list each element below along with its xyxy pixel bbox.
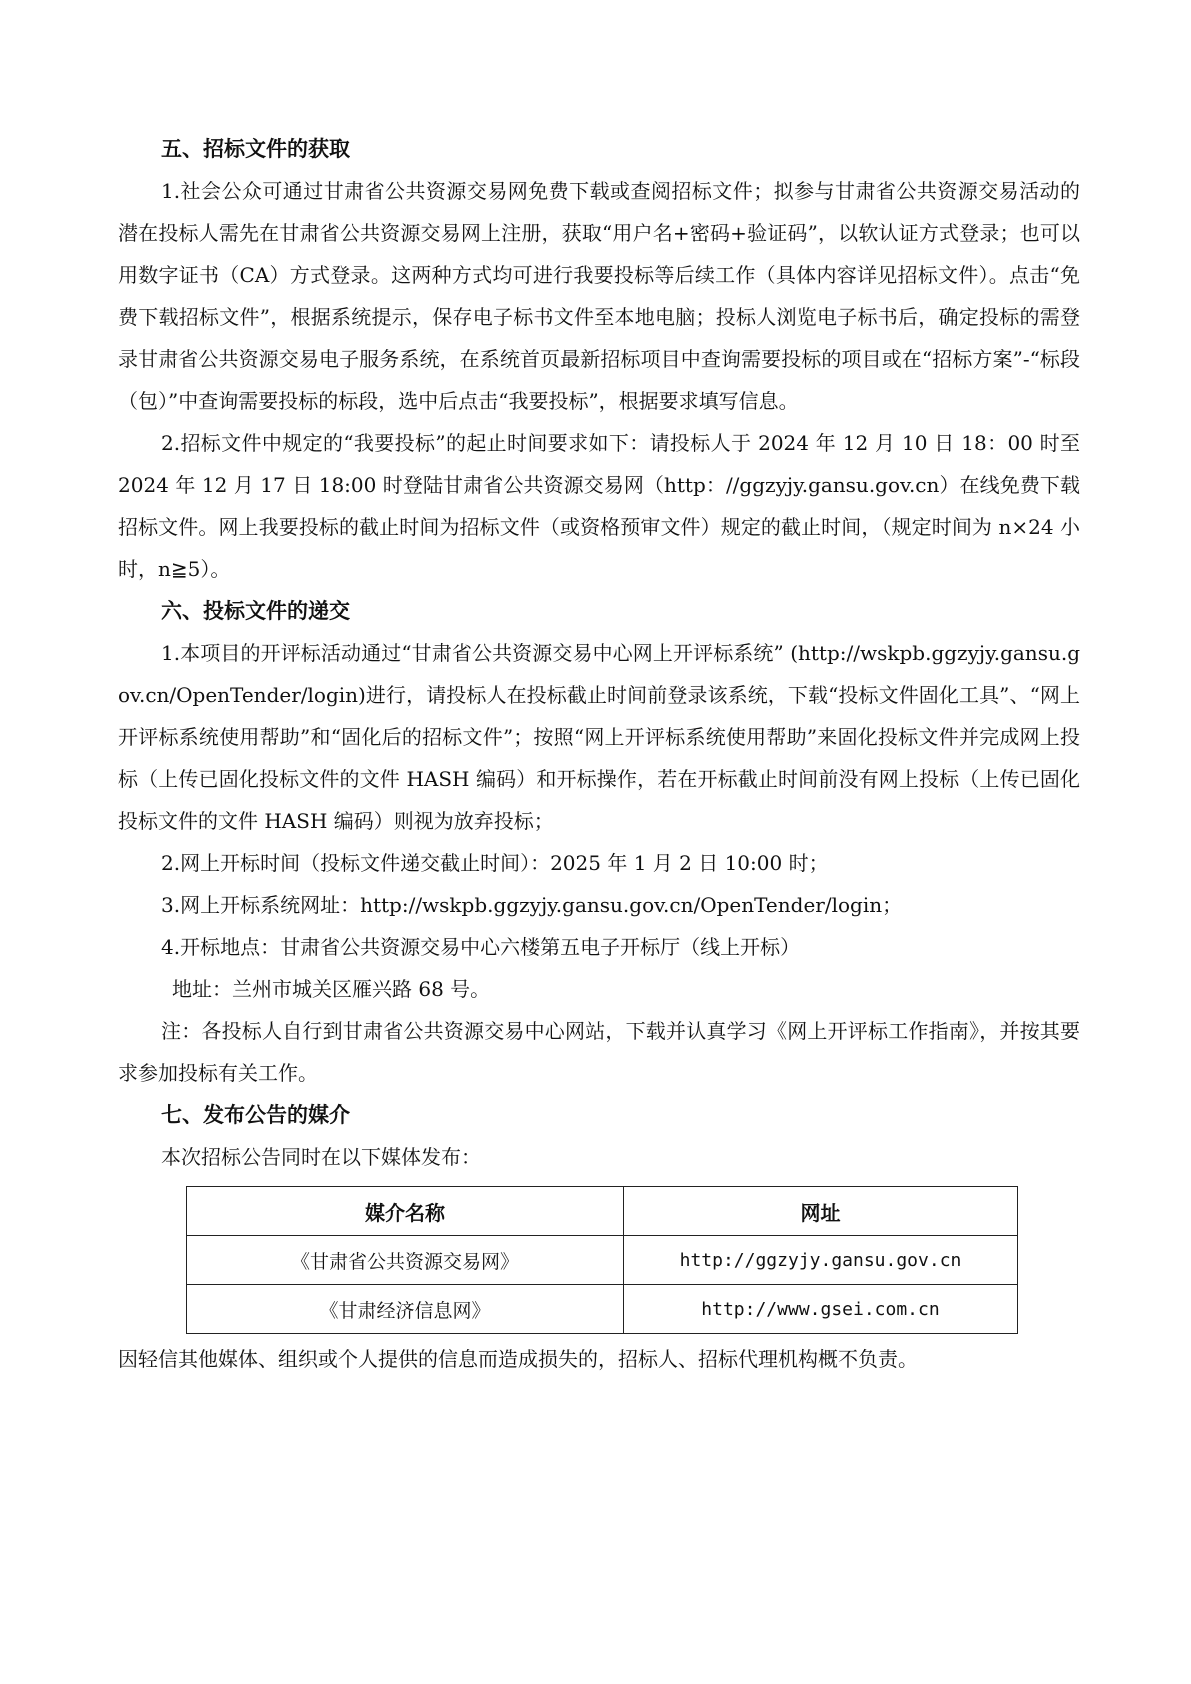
table-header-row	[187, 1187, 1018, 1236]
disclaimer-paragraph: 因轻信其他媒体、组织或个人提供的信息而造成损失的，招标人、招标代理机构概不负责。	[118, 1347, 918, 1371]
section-heading-5: 五、招标文件的获取	[161, 137, 350, 161]
paragraph-6-4: 4.开标地点：甘肃省公共资源交易中心六楼第五电子开标厅（线上开标）	[161, 935, 801, 959]
table-row	[187, 1236, 1018, 1285]
paragraph-5-2: 2.招标文件中规定的“我要投标”的起止时间要求如下：请投标人于 2024 年 12 月 10 日 18：00 时至 2024 年 12 月 17 日 18:00 时登陆甘肃省公共资源交易网（http：//ggzyjy.gansu.gov.cn）在线免费下载招标文件。网上我要投标的截止时间为招标文件（或资格预审文件）规定的截止时间，（规定时间为 n×24 小时，n≧5）。	[118, 431, 1080, 581]
paragraph-6-3: 3.网上开标系统网址：http://wskpb.ggzyjy.gansu.gov.cn/OpenTender/login；	[161, 893, 903, 917]
column-header-media-name: 媒介名称	[187, 1187, 624, 1236]
media-intro: 本次招标公告同时在以下媒体发布：	[161, 1145, 481, 1169]
media-url-cell[interactable]: http://ggzyjy.gansu.gov.cn	[624, 1236, 1018, 1285]
media-url-cell[interactable]: http://www.gsei.com.cn	[624, 1285, 1018, 1334]
address-line: 地址：兰州市城关区雁兴路 68 号。	[172, 977, 491, 1001]
paragraph-6-1: 1.本项目的开评标活动通过“甘肃省公共资源交易中心网上开评标系统” (http://wskpb.ggzyjy.gansu.gov.cn/OpenTender/login)进行，请投标人在投标截止时间前登录该系统，下载“投标文件固化工具”、“网上开评标系统使用帮助”和“固化后的招标文件”；按照“网上开评标系统使用帮助”来固化投标文件并完成网上投标（上传已固化投标文件的文件 HASH 编码）和开标操作，若在开标截止时间前没有网上投标（上传已固化投标文件的文件 HASH 编码）则视为放弃投标；	[118, 641, 1080, 833]
media-name-cell: 《甘肃省公共资源交易网》	[187, 1236, 624, 1285]
section-heading-7: 七、发布公告的媒介	[161, 1103, 350, 1127]
section-heading-6: 六、投标文件的递交	[161, 599, 350, 623]
media-name-cell: 《甘肃经济信息网》	[187, 1285, 624, 1334]
media-table	[186, 1186, 1018, 1334]
paragraph-6-2: 2.网上开标时间（投标文件递交截止时间）：2025 年 1 月 2 日 10:00 时；	[161, 851, 829, 875]
column-header-url: 网址	[624, 1187, 1018, 1236]
paragraph-5-1: 1.社会公众可通过甘肃省公共资源交易网免费下载或查阅招标文件；拟参与甘肃省公共资源交易活动的潜在投标人需先在甘肃省公共资源交易网上注册，获取“用户名+密码+验证码”，以软认证方式登录；也可以用数字证书（CA）方式登录。这两种方式均可进行我要投标等后续工作（具体内容详见招标文件）。点击“免费下载招标文件”，根据系统提示，保存电子标书文件至本地电脑；投标人浏览电子标书后，确定投标的需登录甘肃省公共资源交易电子服务系统，在系统首页最新招标项目中查询需要投标的项目或在“招标方案”-“标段（包）”中查询需要投标的标段，选中后点击“我要投标”，根据要求填写信息。	[118, 179, 1080, 413]
table-row	[187, 1285, 1018, 1334]
note-paragraph: 注：各投标人自行到甘肃省公共资源交易中心网站，下载并认真学习《网上开评标工作指南》，并按其要求参加投标有关工作。	[118, 1019, 1080, 1085]
page-content	[118, 128, 1080, 1380]
